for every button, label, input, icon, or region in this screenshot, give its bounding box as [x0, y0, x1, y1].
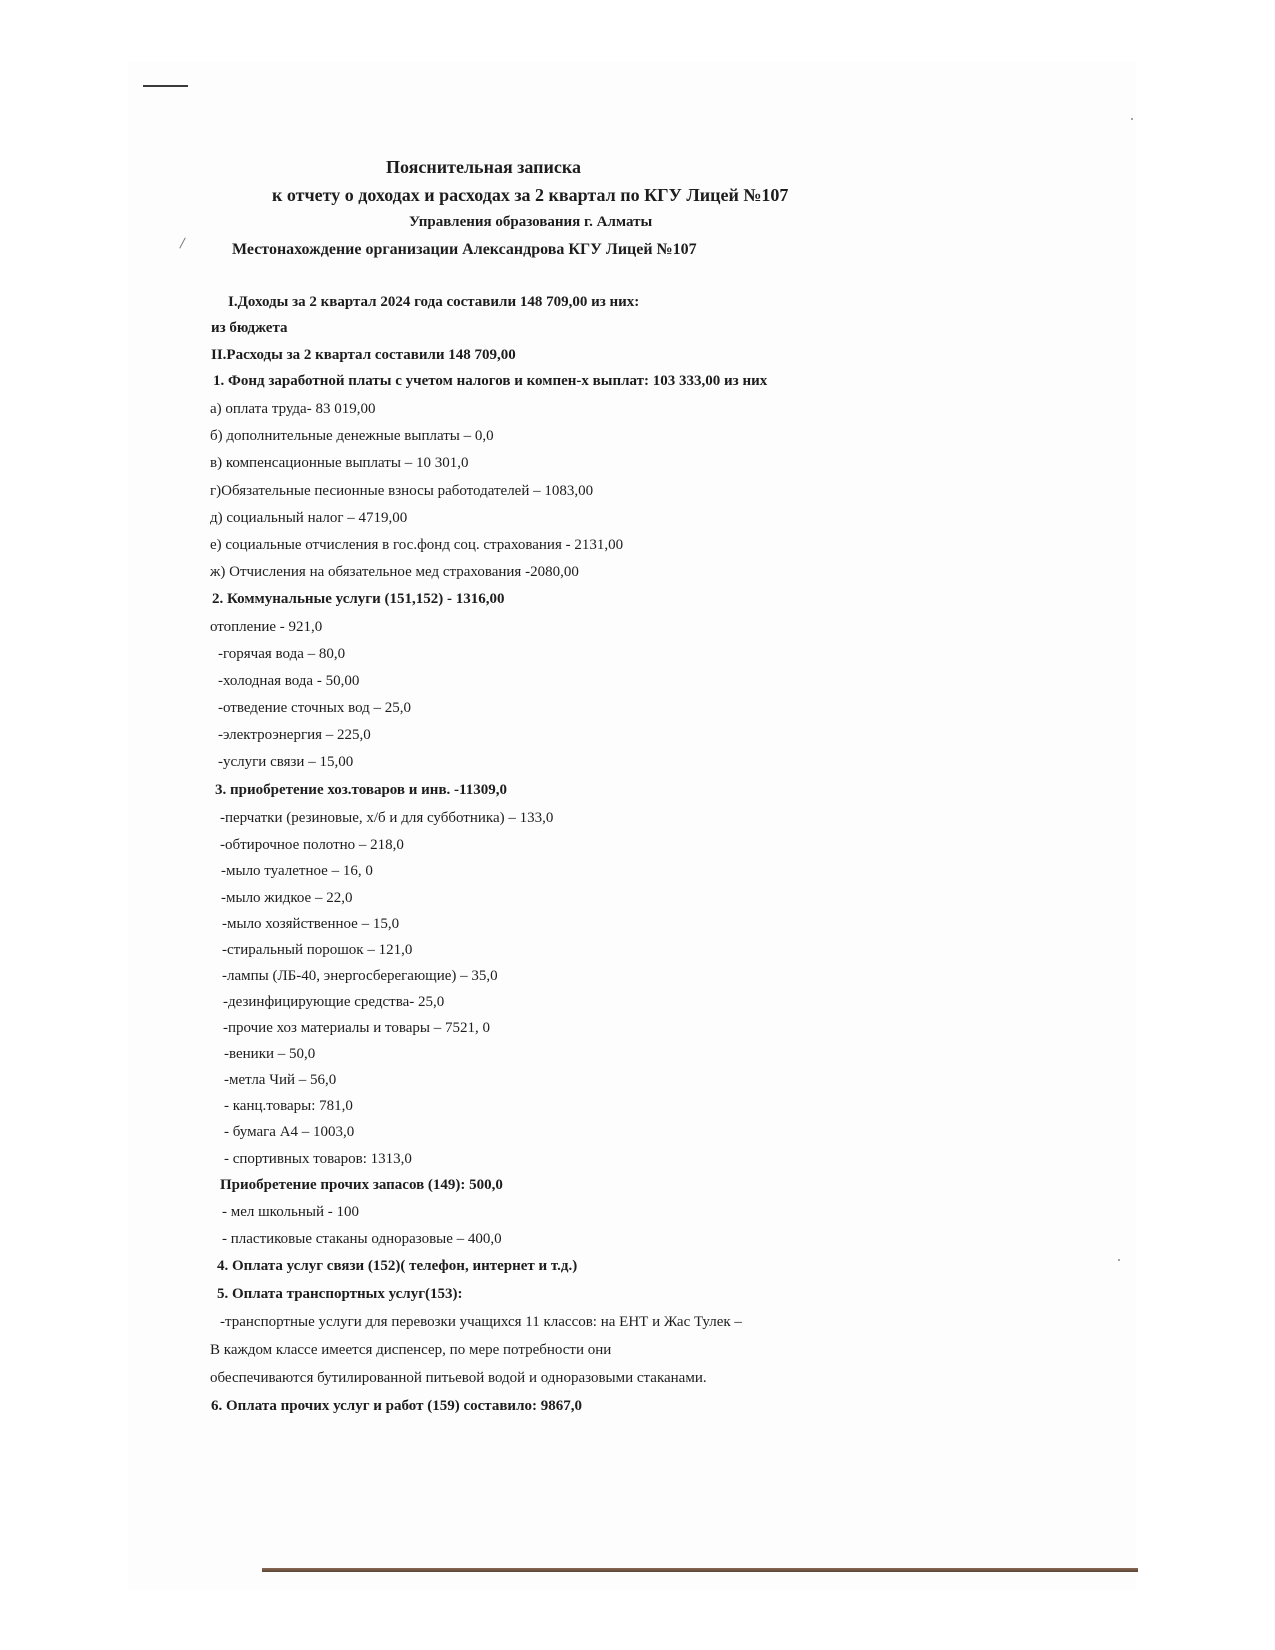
- expense-line: - мел школьный - 100: [222, 1204, 359, 1220]
- income-total: I.Доходы за 2 квартал 2024 года составили 148 709,00 из них:: [228, 294, 640, 310]
- scan-mark-top-left: [143, 85, 188, 87]
- expense-line: -прочие хоз материалы и товары – 7521, 0: [223, 1020, 490, 1036]
- expense-line: -лампы (ЛБ-40, энергосберегающие) – 35,0: [222, 968, 498, 984]
- expense-line: ж) Отчисления на обязательное мед страхования -2080,00: [210, 564, 579, 580]
- expense-line: -транспортные услуги для перевозки учащихся 11 классов: на ЕНТ и Жас Тулек –: [220, 1314, 742, 1330]
- expense-line: -холодная вода - 50,00: [218, 673, 360, 689]
- expense-line: - канц.товары: 781,0: [224, 1098, 353, 1114]
- section-heading-payroll: 1. Фонд заработной платы с учетом налогов и компен-х выплат: 103 333,00 из них: [213, 373, 768, 389]
- expenses-total: II.Расходы за 2 квартал составили 148 709,00: [211, 347, 516, 363]
- expense-line: -горячая вода – 80,0: [218, 646, 346, 662]
- expense-line: -дезинфицирующие средства- 25,0: [223, 994, 445, 1010]
- expense-line: в) компенсационные выплаты – 10 301,0: [210, 455, 469, 471]
- note-line: обеспечиваются бутилированной питьевой водой и одноразовыми стаканами.: [210, 1370, 707, 1386]
- expense-line: -метла Чий – 56,0: [224, 1072, 337, 1088]
- expense-line: -перчатки (резиновые, х/б и для субботника) – 133,0: [220, 810, 554, 826]
- expense-line: - спортивных товаров: 1313,0: [224, 1151, 412, 1167]
- scan-speck: [1131, 118, 1133, 120]
- expense-line: -обтирочное полотно – 218,0: [220, 837, 404, 853]
- document-department: Управления образования г. Алматы: [409, 214, 653, 230]
- expense-line: -мыло жидкое – 22,0: [221, 890, 353, 906]
- expense-line: -мыло туалетное – 16, 0: [221, 863, 373, 879]
- section-heading-utilities: 2. Коммунальные услуги (151,152) - 1316,00: [212, 591, 505, 607]
- document-location: Местонахождение организации Александрова КГУ Лицей №107: [232, 241, 697, 258]
- expense-line: отопление - 921,0: [210, 619, 323, 635]
- expense-line: г)Обязательные песионные взносы работодателей – 1083,00: [210, 483, 594, 499]
- income-source: из бюджета: [211, 320, 288, 336]
- expense-line: - пластиковые стаканы одноразовые – 400,0: [222, 1231, 502, 1247]
- expense-line: -отведение сточных вод – 25,0: [218, 700, 412, 716]
- scanned-page: [128, 62, 1136, 1590]
- document-title: Пояснительная записка: [386, 157, 582, 177]
- section-heading-transport: 5. Оплата транспортных услуг(153):: [217, 1286, 463, 1302]
- document-subtitle: к отчету о доходах и расходах за 2 квартал по КГУ Лицей №107: [272, 185, 789, 205]
- expense-line: б) дополнительные денежные выплаты – 0,0: [210, 428, 494, 444]
- scan-speck: [1118, 1259, 1120, 1261]
- expense-line: -электроэнергия – 225,0: [218, 727, 371, 743]
- expense-line: е) социальные отчисления в гос.фонд соц. страхования - 2131,00: [210, 537, 624, 553]
- note-line: В каждом классе имеется диспенсер, по мере потребности они: [210, 1342, 612, 1358]
- expense-line: -стиральный порошок – 121,0: [222, 942, 413, 958]
- section-heading-communication: 4. Оплата услуг связи (152)( телефон, интернет и т.д.): [217, 1258, 578, 1274]
- expense-line: -веники – 50,0: [224, 1046, 316, 1062]
- expense-line: -мыло хозяйственное – 15,0: [222, 916, 400, 932]
- section-heading-other-services: 6. Оплата прочих услуг и работ (159) составило: 9867,0: [211, 1398, 582, 1414]
- section-heading-other-supplies: Приобретение прочих запасов (149): 500,0: [220, 1177, 503, 1193]
- expense-line: д) социальный налог – 4719,00: [210, 510, 408, 526]
- expense-line: а) оплата труда- 83 019,00: [210, 401, 376, 417]
- scan-edge-bottom: [262, 1568, 1138, 1572]
- expense-line: - бумага А4 – 1003,0: [224, 1124, 355, 1140]
- expense-line: -услуги связи – 15,00: [218, 754, 354, 770]
- section-heading-household: 3. приобретение хоз.товаров и инв. -11309,0: [215, 782, 507, 798]
